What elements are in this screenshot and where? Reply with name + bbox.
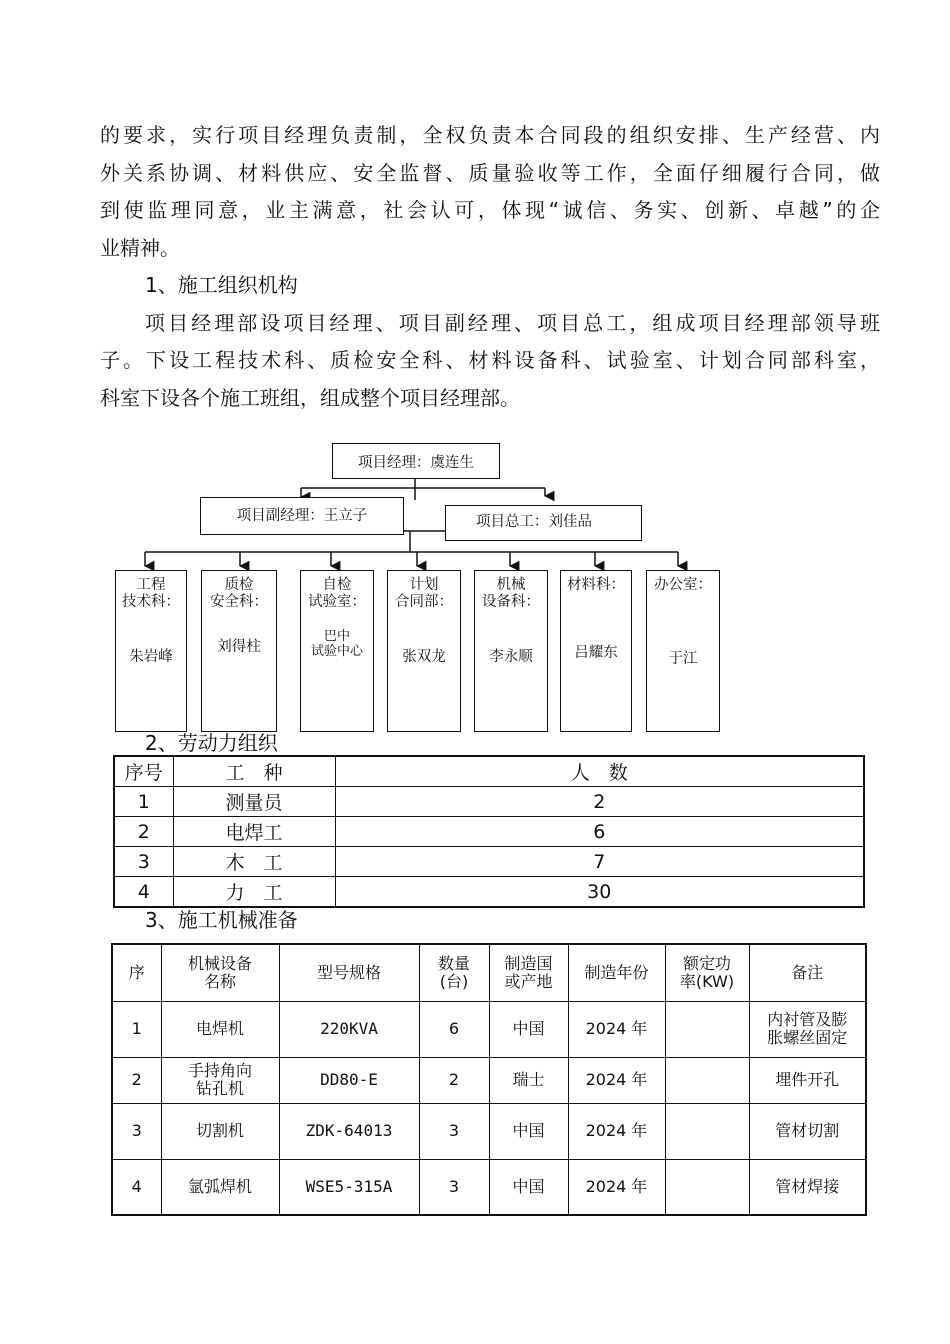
equipment-cell: 6 <box>419 1001 489 1057</box>
intro-line: 业精神。 <box>100 235 180 260</box>
equipment-cell: 2024 年 <box>568 1103 665 1159</box>
labor-cell: 木 工 <box>173 847 335 877</box>
equipment-cell: 4 <box>112 1159 161 1215</box>
table-row <box>112 1159 866 1215</box>
equipment-cell: 2 <box>419 1057 489 1103</box>
equipment-header-row <box>112 944 866 1001</box>
equipment-cell: 瑞士 <box>489 1057 568 1103</box>
labor-cell: 2 <box>114 817 173 847</box>
org-dept-quality-safety <box>201 570 277 732</box>
equipment-header-cell: 序 <box>112 944 161 1001</box>
dept-name: 工程 技术科： <box>122 577 180 610</box>
equipment-cell <box>665 1001 749 1057</box>
labor-cell: 1 <box>114 787 173 817</box>
labor-cell: 力 工 <box>173 877 335 908</box>
equipment-cell: 2024 年 <box>568 1001 665 1057</box>
equipment-header-cell: 制造年份 <box>568 944 665 1001</box>
equipment-cell: 1 <box>112 1001 161 1057</box>
section1-heading: 1、施工组织机构 <box>145 273 298 297</box>
table-row <box>112 1001 866 1057</box>
equipment-table <box>111 943 867 1216</box>
labor-cell: 2 <box>335 787 864 817</box>
section1-line: 子。下设工程技术科、质检安全科、材料设备科、试验室、计划合同部科室， <box>100 348 880 372</box>
equipment-cell: 手持角向 钻孔机 <box>161 1057 279 1103</box>
equipment-cell <box>665 1159 749 1215</box>
equipment-cell: DD80-E <box>279 1057 419 1103</box>
labor-cell: 测量员 <box>173 787 335 817</box>
org-dept-lab <box>300 570 374 732</box>
section3-heading: 3、施工机械准备 <box>145 908 298 932</box>
dept-person: 朱岩峰 <box>129 649 173 665</box>
dept-person: 李永顺 <box>489 649 533 665</box>
equipment-header-cell: 型号规格 <box>279 944 419 1001</box>
org-dept-contract <box>387 570 461 732</box>
section2-heading: 2、劳动力组织 <box>145 731 278 755</box>
labor-cell: 3 <box>114 847 173 877</box>
equipment-cell: 切割机 <box>161 1103 279 1159</box>
dept-person: 于江 <box>668 651 698 667</box>
table-row <box>114 877 864 908</box>
equipment-header-cell: 机械设备 名称 <box>161 944 279 1001</box>
table-row <box>114 787 864 817</box>
equipment-cell <box>665 1103 749 1159</box>
section1-line: 项目经理部设项目经理、项目副经理、项目总工，组成项目经理部领导班 <box>145 310 880 335</box>
labor-cell: 4 <box>114 877 173 908</box>
org-dept-office <box>646 570 720 732</box>
section1-line: 科室下设各个施工班组，组成整个项目经理部。 <box>100 385 520 410</box>
dept-person: 刘得柱 <box>217 639 261 655</box>
equipment-cell: 3 <box>112 1103 161 1159</box>
equipment-cell: 管材焊接 <box>749 1159 866 1215</box>
labor-header-cell: 工 种 <box>173 756 335 787</box>
equipment-cell: WSE5-315A <box>279 1159 419 1215</box>
org-manager-box <box>332 443 500 479</box>
dept-person: 巴中 试验中心 <box>310 629 363 659</box>
dept-name: 计划 合同部： <box>395 577 453 610</box>
intro-line: 到使监理同意，业主满意，社会认可，体现“诚信、务实、创新、卓越”的企 <box>100 198 880 222</box>
equipment-cell: 3 <box>419 1103 489 1159</box>
labor-cell: 30 <box>335 877 864 908</box>
equipment-cell: 中国 <box>489 1103 568 1159</box>
org-dept-equipment <box>474 570 548 732</box>
equipment-cell: 中国 <box>489 1159 568 1215</box>
org-dept-engineering <box>115 570 187 732</box>
dept-person: 吕耀东 <box>574 645 618 661</box>
equipment-header-cell: 额定功 率(KW) <box>665 944 749 1001</box>
dept-name: 自检 试验室： <box>308 577 366 610</box>
org-chief-label: 项目总工：刘佳品 <box>476 514 592 530</box>
dept-person: 张双龙 <box>402 649 446 665</box>
equipment-cell: 2 <box>112 1057 161 1103</box>
equipment-cell: 2024 年 <box>568 1057 665 1103</box>
labor-header-cell: 人 数 <box>335 756 864 787</box>
intro-line: 的要求，实行项目经理负责制，全权负责本合同段的组织安排、生产经营、内 <box>100 123 880 147</box>
org-chief-box <box>445 505 642 541</box>
org-deputy-box <box>200 497 404 535</box>
equipment-header-cell: 制造国 或产地 <box>489 944 568 1001</box>
equipment-cell: 电焊机 <box>161 1001 279 1057</box>
equipment-cell: 3 <box>419 1159 489 1215</box>
equipment-cell: 220KVA <box>279 1001 419 1057</box>
equipment-cell: 内衬管及膨 胀螺丝固定 <box>749 1001 866 1057</box>
equipment-cell: 管材切割 <box>749 1103 866 1159</box>
labor-cell: 电焊工 <box>173 817 335 847</box>
org-manager-label: 项目经理：虞连生 <box>358 454 474 471</box>
dept-name: 办公室： <box>654 577 712 593</box>
equipment-header-cell: 备注 <box>749 944 866 1001</box>
table-row <box>112 1103 866 1159</box>
labor-table <box>113 755 865 908</box>
table-row <box>114 817 864 847</box>
table-row <box>112 1057 866 1103</box>
table-row <box>114 847 864 877</box>
labor-cell: 7 <box>335 847 864 877</box>
equipment-cell: ZDK-64013 <box>279 1103 419 1159</box>
labor-header-cell: 序号 <box>114 756 173 787</box>
labor-cell: 6 <box>335 817 864 847</box>
equipment-cell: 氩弧焊机 <box>161 1159 279 1215</box>
org-dept-materials <box>560 570 632 732</box>
labor-header-row <box>114 756 864 787</box>
equipment-cell: 中国 <box>489 1001 568 1057</box>
equipment-cell: 2024 年 <box>568 1159 665 1215</box>
org-deputy-label: 项目副经理：王立子 <box>236 508 368 524</box>
dept-name: 质检 安全科： <box>210 577 268 610</box>
equipment-cell <box>665 1057 749 1103</box>
equipment-header-cell: 数量 (台) <box>419 944 489 1001</box>
equipment-cell: 埋件开孔 <box>749 1057 866 1103</box>
dept-name: 机械 设备科： <box>482 577 540 610</box>
intro-line: 外关系协调、材料供应、安全监督、质量验收等工作，全面仔细履行合同，做 <box>100 160 880 185</box>
dept-name: 材料科： <box>567 577 625 593</box>
